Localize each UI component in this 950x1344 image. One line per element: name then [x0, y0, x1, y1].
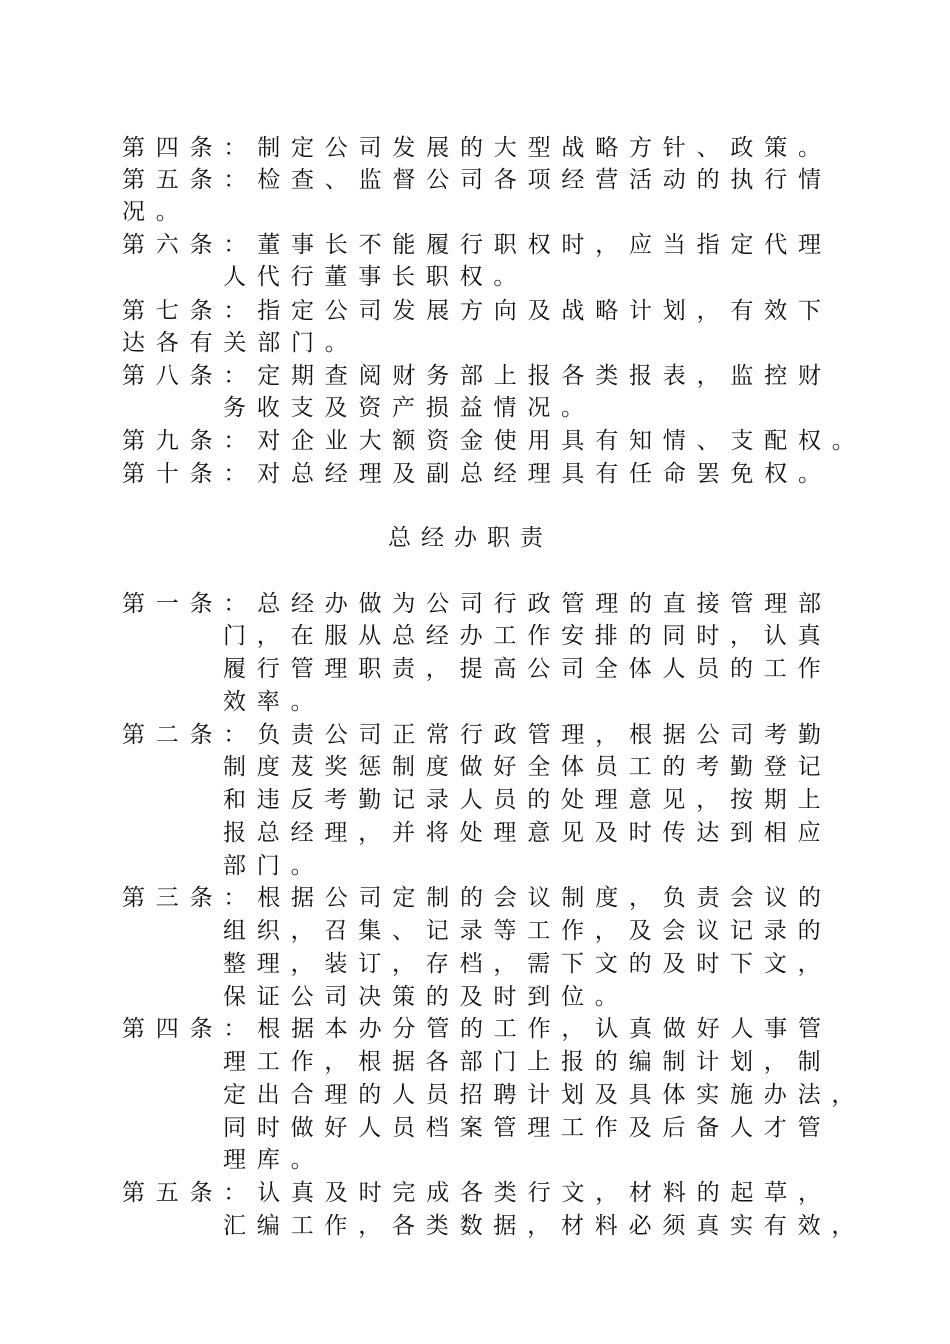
office-article-5-line-1: 第五条：认真及时完成各类行文，材料的起草，	[122, 1180, 832, 1206]
article-10-line-1: 第十条：对总经理及副总经理具有任命罢免权。	[122, 461, 832, 487]
office-article-2-line-1: 第二条：负责公司正常行政管理，根据公司考勤	[122, 722, 832, 748]
article-8-line-2: 务收支及资产损益情况。	[223, 395, 595, 421]
office-article-4-line-5: 理库。	[223, 1147, 325, 1173]
office-article-1-line-1: 第一条：总经办做为公司行政管理的直接管理部	[122, 591, 832, 617]
office-article-1-line-3: 履行管理职责，提高公司全体人员的工作	[223, 656, 832, 682]
office-article-3-line-1: 第三条：根据公司定制的会议制度，负责会议的	[122, 885, 832, 911]
office-article-5-line-2: 汇编工作，各类数据，材料必须真实有效，	[223, 1213, 866, 1239]
article-8-line-1: 第八条：定期查阅财务部上报各类报表，监控财	[122, 363, 832, 389]
article-5-line-2: 况。	[122, 199, 190, 225]
article-5-line-1: 第五条：检查、监督公司各项经营活动的执行情	[122, 167, 832, 193]
office-article-4-line-2: 理工作，根据各部门上报的编制计划，制	[223, 1049, 832, 1075]
article-4-line-1: 第四条：制定公司发展的大型战略方针、政策。	[122, 135, 832, 161]
office-article-4-line-1: 第四条：根据本办分管的工作，认真做好人事管	[122, 1016, 832, 1042]
article-9-line-1: 第九条：对企业大额资金使用具有知情、支配权。	[122, 428, 866, 454]
office-article-2-line-2: 制度芨奖惩制度做好全体员工的考勤登记	[223, 754, 832, 780]
office-article-3-line-2: 组织，召集、记录等工作，及会议记录的	[223, 918, 832, 944]
office-article-2-line-4: 报总经理，并将处理意见及时传达到相应	[223, 820, 832, 846]
office-article-1-line-4: 效率。	[223, 689, 325, 715]
office-article-2-line-3: 和违反考勤记录人员的处理意见，按期上	[223, 787, 832, 813]
section-title: 总经办职责	[388, 525, 553, 551]
office-article-2-line-5: 部门。	[223, 853, 325, 879]
article-6-line-1: 第六条：董事长不能履行职权时，应当指定代理	[122, 232, 832, 258]
office-article-4-line-4: 同时做好人员档案管理工作及后备人才管	[223, 1115, 832, 1141]
office-article-3-line-4: 保证公司决策的及时到位。	[223, 984, 629, 1010]
article-7-line-1: 第七条：指定公司发展方向及战略计划，有效下	[122, 298, 832, 324]
office-article-4-line-3: 定出合理的人员招聘计划及具体实施办法，	[223, 1082, 866, 1108]
office-article-3-line-3: 整理，装订，存档，需下文的及时下文，	[223, 951, 832, 977]
article-7-line-2: 达各有关部门。	[122, 330, 359, 356]
office-article-1-line-2: 门，在服从总经办工作安排的同时，认真	[223, 623, 832, 649]
article-6-line-2: 人代行董事长职权。	[223, 264, 528, 290]
